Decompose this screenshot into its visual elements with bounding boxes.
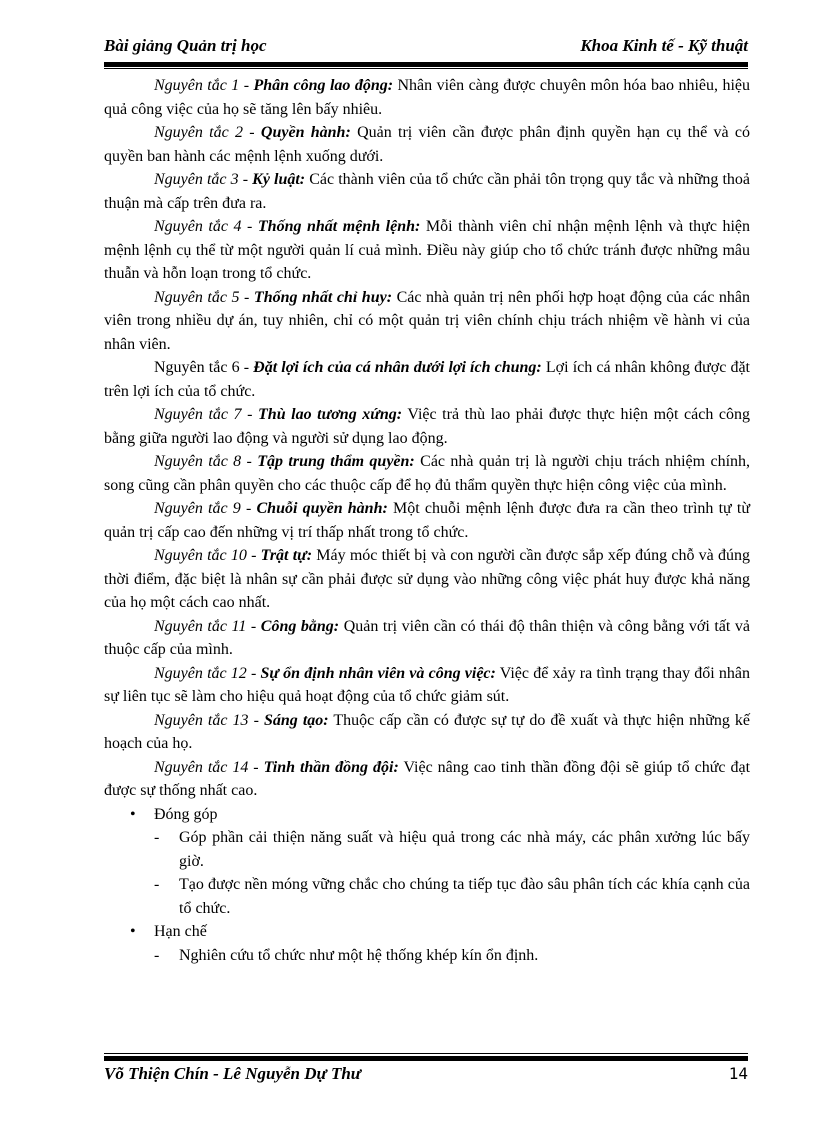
page-body bbox=[104, 74, 750, 967]
department-name: Khoa Kinh tế - Kỹ thuật bbox=[580, 36, 748, 55]
principle-title: Thù lao tương xứng: bbox=[258, 406, 403, 423]
principle-text: Các nhà quản trị là người chịu trách nhiệm chính, song cũng cần phân quyền cho các thuộc cấp để họ đủ thẩm quyền thực hiện công việc của mình. bbox=[104, 453, 751, 494]
principle-1 bbox=[104, 74, 750, 121]
principle-label: Nguyên tắc 8 - bbox=[154, 453, 258, 470]
principle-text: Quản trị viên cần được phân định quyền hạn cụ thể và có quyền ban hành các mệnh lệnh xuống dưới. bbox=[104, 124, 750, 165]
header-rule-thick bbox=[104, 62, 748, 67]
principle-title: Quyền hành: bbox=[260, 124, 351, 141]
limitations-label: Hạn chế bbox=[154, 923, 207, 940]
footer-rule-thick bbox=[104, 1056, 748, 1061]
principle-title: Công bằng: bbox=[260, 617, 340, 635]
principle-5 bbox=[104, 286, 750, 357]
dash-icon: - bbox=[154, 876, 160, 893]
principle-text: Mỗi thành viên chỉ nhận mệnh lệnh và thực hiện mệnh lệnh cụ thể từ một người quản lí cuả mình. Điều này giúp cho tổ chức tránh được những mâu thuẫn và hỗn loạn trong tổ chức. bbox=[104, 218, 751, 282]
principle-14 bbox=[104, 756, 750, 803]
principle-title: Sáng tạo: bbox=[263, 711, 329, 729]
principle-label: Nguyên tắc 12 - bbox=[154, 664, 261, 682]
principle-title: Tập trung thẩm quyền: bbox=[257, 453, 415, 470]
list-item bbox=[104, 873, 750, 920]
principle-label: Nguyên tắc 4 - bbox=[154, 218, 258, 235]
limitations-heading bbox=[104, 920, 750, 944]
principle-text: Nhân viên càng được chuyên môn hóa bao nhiêu, hiệu quả công việc của họ sẽ tăng lên bấy nhiêu. bbox=[104, 77, 751, 118]
page-number: 14 bbox=[728, 1064, 748, 1083]
principle-text: Việc trả thù lao phải được thực hiện một cách công bằng giữa người lao động và người sử dụng lao động. bbox=[104, 406, 751, 447]
principle-11 bbox=[104, 615, 750, 662]
principle-title: Kỷ luật: bbox=[252, 171, 306, 188]
principle-label: Nguyên tắc 5 - bbox=[154, 288, 254, 306]
principle-label: Nguyên tắc 7 - bbox=[154, 406, 259, 423]
principle-text: Máy móc thiết bị và con người cần được sắp xếp đúng chỗ và đúng thời điểm, đặc biệt là nhân sự cần phải được sử dụng vào những công việc phát huy được khả năng của họ một cách cao nhất. bbox=[104, 547, 751, 611]
list-item bbox=[104, 944, 750, 968]
principle-label: Nguyên tắc 11 - bbox=[154, 617, 261, 635]
course-title: Bài giảng Quản trị học bbox=[104, 36, 267, 55]
principle-8 bbox=[104, 450, 750, 497]
page-header bbox=[104, 36, 748, 62]
principle-text: Lợi ích cá nhân không được đặt trên lợi ích của tổ chức. bbox=[104, 359, 750, 400]
dash-icon: - bbox=[154, 946, 160, 964]
principle-title: Sự ổn định nhân viên và công việc: bbox=[260, 664, 496, 682]
bullet-icon: • bbox=[130, 805, 136, 823]
header-rule-thin bbox=[104, 68, 748, 69]
footer-rule-thin bbox=[104, 1053, 748, 1054]
principle-10 bbox=[104, 544, 750, 615]
principle-label: Nguyên tắc 13 - bbox=[154, 711, 264, 729]
principle-text: Thuộc cấp cần có được sự tự do đề xuất và thực hiện những kế hoạch của họ. bbox=[104, 711, 750, 752]
principle-label: Nguyên tắc 6 - bbox=[154, 359, 254, 376]
principle-13 bbox=[104, 709, 750, 756]
principle-title: Phân công lao động: bbox=[253, 77, 394, 94]
principle-label: Nguyên tắc 14 - bbox=[154, 758, 264, 776]
principle-title: Chuỗi quyền hành: bbox=[256, 500, 388, 517]
principle-2 bbox=[104, 121, 750, 168]
principle-3 bbox=[104, 168, 750, 215]
principle-9 bbox=[104, 497, 750, 544]
principle-title: Thống nhất mệnh lệnh: bbox=[257, 218, 421, 235]
contributions-heading bbox=[104, 803, 750, 827]
principle-label: Nguyên tắc 10 - bbox=[154, 547, 261, 564]
principle-text: Việc để xảy ra tình trạng thay đổi nhân sự liên tục sẽ làm cho hiệu quả hoạt động của tổ chức giảm sút. bbox=[104, 664, 750, 705]
list-item bbox=[104, 826, 750, 873]
principle-text: Quản trị viên cần có thái độ thân thiện và công bằng với tất vả thuộc cấp của mình. bbox=[104, 617, 751, 658]
principle-title: Tinh thần đồng đội: bbox=[263, 758, 399, 776]
authors: Võ Thiện Chín - Lê Nguyễn Dự Thư bbox=[104, 1064, 361, 1083]
principle-text: Một chuỗi mệnh lệnh được đưa ra cần theo trình tự từ quản trị cấp cao đến những vị trí thấp nhất trong tổ chức. bbox=[104, 500, 751, 541]
principle-label: Nguyên tắc 2 - bbox=[154, 124, 261, 141]
principle-text: Các thành viên của tổ chức cần phải tôn trọng quy tắc và những thoả thuận mà cấp trên đưa ra. bbox=[104, 171, 751, 212]
principle-4 bbox=[104, 215, 750, 286]
list-item-text: Góp phần cải thiện năng suất và hiệu quả trong các nhà máy, các phân xưởng lúc bấy giờ. bbox=[179, 829, 750, 870]
principle-text: Việc nâng cao tinh thần đồng đội sẽ giúp tổ chức đạt được sự thống nhất cao. bbox=[104, 758, 751, 799]
principle-title: Thống nhất chỉ huy: bbox=[253, 288, 393, 306]
principle-text: Các nhà quản trị nên phối hợp hoạt động của các nhân viên trong nhiều dự án, tuy nhiên, chỉ có một quản trị viên chính chịu trách nhiệm về hành vi của nhân viên. bbox=[104, 288, 751, 353]
page-footer bbox=[104, 1064, 748, 1090]
principle-7 bbox=[104, 403, 750, 450]
list-item-text: Tạo được nền móng vững chắc cho chúng ta tiếp tục đào sâu phân tích các khía cạnh của tổ chức. bbox=[179, 876, 750, 917]
principle-label: Nguyên tắc 1 - bbox=[154, 77, 254, 94]
dash-icon: - bbox=[154, 829, 160, 846]
bullet-icon: • bbox=[130, 923, 136, 940]
principle-6 bbox=[104, 356, 750, 403]
list-item-text: Nghiên cứu tổ chức như một hệ thống khép kín ổn định. bbox=[179, 946, 539, 964]
contributions-label: Đóng góp bbox=[154, 805, 218, 823]
principle-title: Đặt lợi ích của cá nhân dưới lợi ích chung: bbox=[253, 359, 542, 376]
principle-label: Nguyên tắc 3 - bbox=[154, 171, 253, 188]
principle-12 bbox=[104, 662, 750, 709]
principle-title: Trật tự: bbox=[260, 547, 313, 564]
principle-label: Nguyên tắc 9 - bbox=[154, 500, 257, 517]
